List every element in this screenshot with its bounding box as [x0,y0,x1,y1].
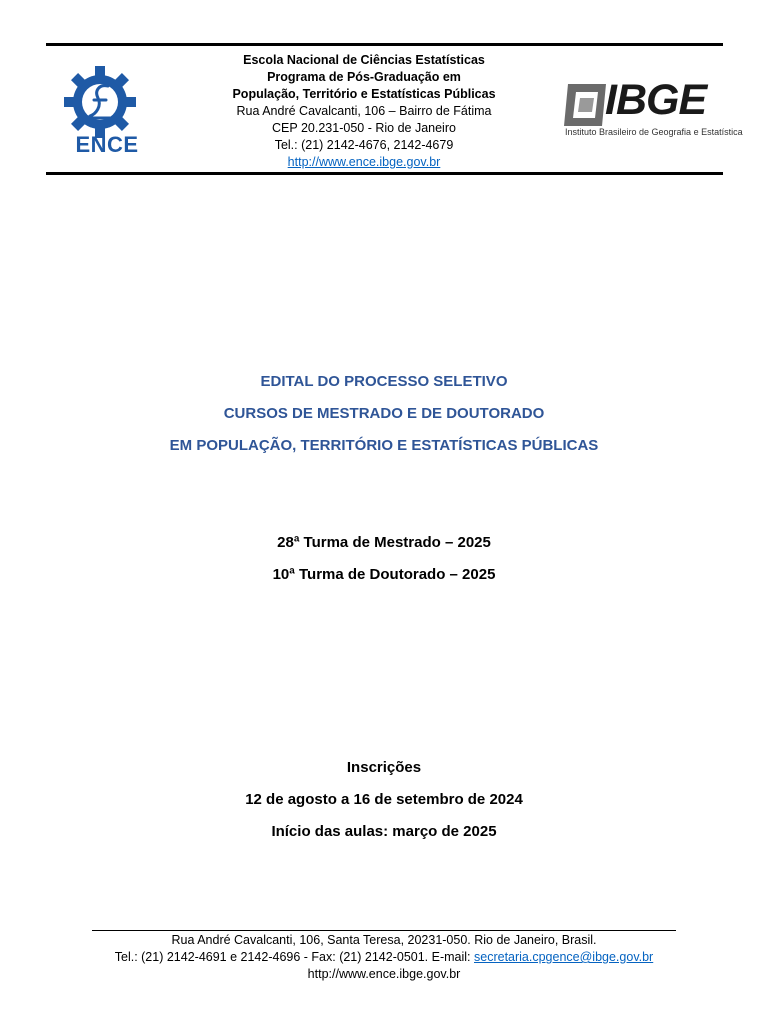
inscricoes-heading: Inscrições [346,759,422,776]
header-bottom-rule [46,172,723,175]
turma-mestrado: 28ª Turma de Mestrado – 2025 [277,534,491,551]
footer-phones: Tel.: (21) 2142-4691 e 2142-4696 - Fax: (21) 2142-0501. E-mail: [114,950,474,964]
footer-website: http://www.ence.ibge.gov.br [307,967,461,981]
footer-contact [0,949,768,966]
ibge-logo-text: IBGE [605,76,707,124]
program-name: Programa de Pós-Graduação em [267,70,461,84]
footer-email-link[interactable]: secretaria.cpgence@ibge.gov.br [474,950,654,964]
header-phone: Tel.: (21) 2142-4676, 2142-4679 [274,138,454,152]
ibge-logo-subtitle: Instituto Brasileiro de Geografia e Estatística [565,127,743,137]
gear-sigma-icon [60,62,140,142]
header-website-link[interactable]: http://www.ence.ibge.gov.br [287,155,441,169]
header-address: Rua André Cavalcanti, 106 – Bairro de Fátima [236,104,492,118]
institution-header [214,52,514,171]
footer-address: Rua André Cavalcanti, 106, Santa Teresa, 20231-050. Rio de Janeiro, Brasil. [171,933,597,947]
inscricoes-period: 12 de agosto a 16 de setembro de 2024 [245,791,523,808]
ence-logo-text: ENCE [75,132,139,157]
title-line-3: EM POPULAÇÃO, TERRITÓRIO E ESTATÍSTICAS PÚBLICAS [169,437,599,454]
title-line-1: EDITAL DO PROCESSO SELETIVO [260,373,508,390]
ibge-mark-icon [562,82,608,128]
inicio-aulas: Início das aulas: março de 2025 [271,823,497,840]
school-name: Escola Nacional de Ciências Estatísticas [243,53,485,67]
footer [0,932,768,983]
program-area: População, Território e Estatísticas Públicas [232,87,496,101]
title-line-2: CURSOS DE MESTRADO E DE DOUTORADO [223,405,545,422]
header-cep: CEP 20.231-050 - Rio de Janeiro [272,121,456,135]
footer-rule [92,930,676,931]
turma-doutorado: 10ª Turma de Doutorado – 2025 [272,566,496,583]
header-top-rule [46,43,723,46]
